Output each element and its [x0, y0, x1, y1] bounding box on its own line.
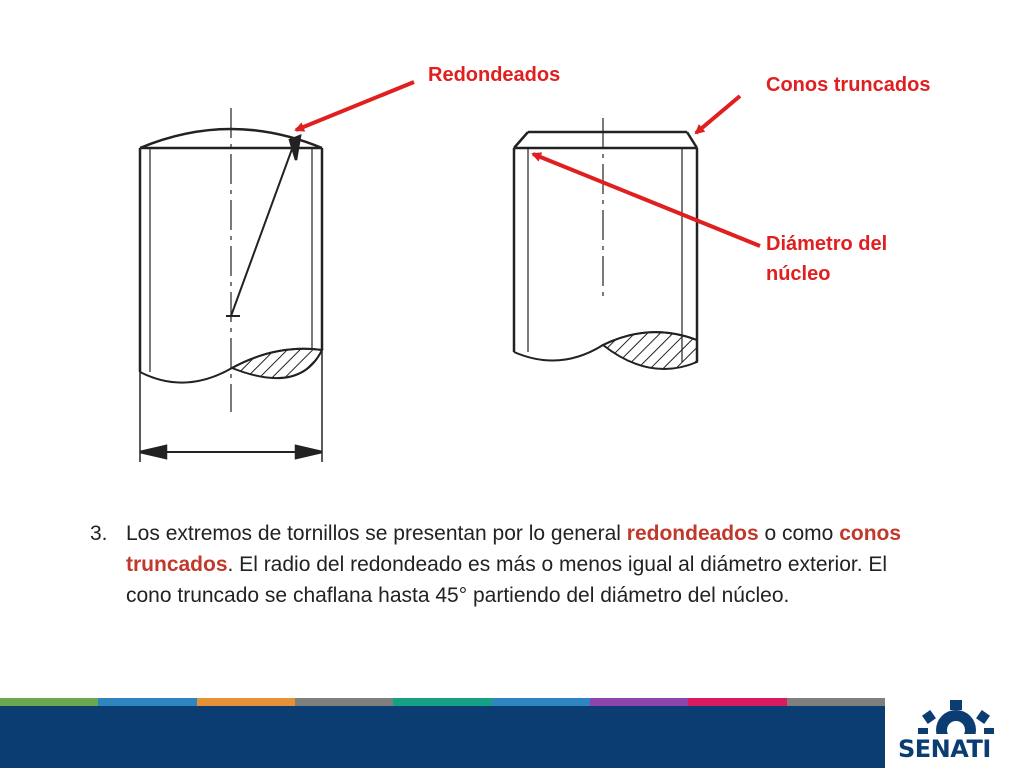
text-after: . El radio del redondeado es más o menos igual al diámetro exterior. El cono truncado se chaflana hasta 45° partiendo del diámetro del núcleo.	[126, 553, 888, 607]
footer-band	[0, 706, 885, 768]
footer-color-stripes	[0, 698, 885, 706]
label-rounded: Redondeados	[428, 64, 561, 86]
highlight-rounded: redondeados	[626, 522, 759, 545]
footer-stripe	[295, 698, 393, 706]
rounded-end-screw	[140, 108, 322, 462]
truncated-arrow	[696, 96, 740, 133]
footer-stripe	[590, 698, 688, 706]
label-core-diameter-2: núcleo	[766, 263, 831, 285]
footer-stripe	[787, 698, 885, 706]
footer-stripe	[98, 698, 196, 706]
senati-logo-text: SENATI	[898, 735, 991, 763]
text-before: Los extremos de tornillos se presentan por lo general	[126, 522, 627, 545]
text-middle: o como	[758, 522, 840, 545]
paragraph-text	[126, 518, 926, 611]
footer-stripe	[0, 698, 98, 706]
paragraph-number: 3.	[90, 522, 108, 545]
highlight-truncated: conos truncados	[126, 522, 902, 576]
rounded-arrow	[296, 82, 414, 130]
footer-stripe	[197, 698, 295, 706]
footer-stripe	[492, 698, 590, 706]
footer-stripe	[688, 698, 786, 706]
footer-stripe	[393, 698, 491, 706]
label-truncated-cones: Conos truncados	[766, 74, 931, 96]
core-diameter-arrow	[533, 154, 760, 246]
label-core-diameter-1: Diámetro del	[766, 233, 888, 255]
